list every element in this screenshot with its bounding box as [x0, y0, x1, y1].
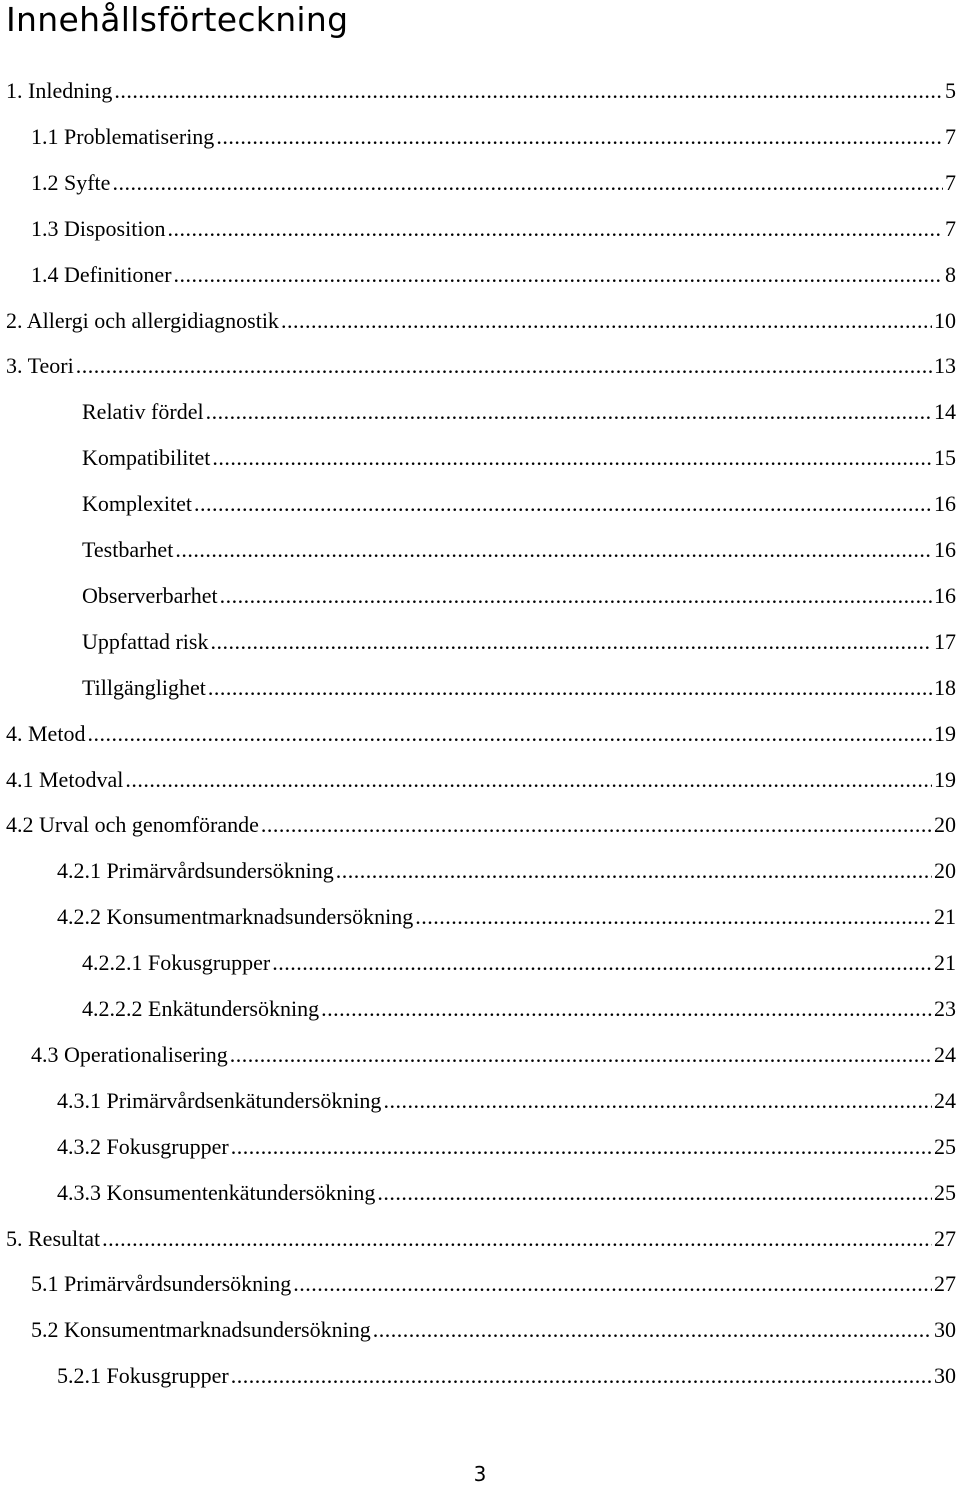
toc-entry[interactable]	[6, 306, 956, 336]
dot-leader	[261, 810, 932, 840]
toc-entry-page: 27	[934, 1225, 956, 1251]
toc-entry-label: 4.3.1 Primärvårdsenkätundersökning	[57, 1087, 382, 1113]
toc-entry-page: 19	[934, 766, 956, 792]
toc-entry-label: 1.3 Disposition	[31, 215, 166, 241]
toc-entry[interactable]	[6, 76, 956, 106]
dot-leader	[112, 168, 943, 198]
toc-entry-label: 1.4 Definitioner	[31, 261, 172, 287]
toc-entry-page: 25	[934, 1133, 956, 1159]
toc-entry-label: 3. Teori	[6, 353, 74, 379]
toc-entry-label: 5. Resultat	[6, 1225, 101, 1251]
toc-entry[interactable]	[82, 994, 956, 1024]
toc-entry[interactable]	[6, 1224, 956, 1254]
dot-leader	[87, 719, 932, 749]
dot-leader	[281, 306, 932, 336]
toc-entry-label: 5.1 Primärvårdsundersökning	[31, 1271, 292, 1297]
dot-leader	[194, 489, 932, 519]
toc-entry[interactable]	[82, 535, 956, 565]
toc-entry-label: 2. Allergi och allergidiagnostik	[6, 307, 279, 333]
toc-title: Innehållsförteckning	[6, 0, 349, 39]
dot-leader	[383, 1086, 932, 1116]
toc-entry-page: 14	[934, 399, 956, 425]
toc-entry-label: Komplexitet	[82, 491, 192, 517]
toc-entry-label: 4.3 Operationalisering	[31, 1041, 228, 1067]
toc-entry-page: 30	[934, 1363, 956, 1389]
toc-entry-label: 4.2.2.2 Enkätundersökning	[82, 996, 320, 1021]
toc-entry-page: 17	[934, 628, 956, 654]
toc-entry-label: 4.2.1 Primärvårdsundersökning	[57, 858, 334, 884]
toc-entry-label: 1.1 Problematisering	[31, 123, 215, 149]
toc-entry[interactable]	[57, 1178, 956, 1208]
toc-entry-label: 4.2.2.1 Fokusgrupper	[82, 950, 271, 976]
toc-entry-label: 4.3.2 Fokusgrupper	[57, 1133, 229, 1159]
toc-entry[interactable]	[6, 351, 956, 381]
toc-entry-label: 4.2 Urval och genomförande	[6, 812, 259, 838]
dot-leader	[231, 1132, 932, 1162]
toc-entry[interactable]	[82, 443, 956, 473]
toc-entry-page: 16	[934, 537, 956, 562]
dot-leader	[336, 856, 932, 886]
toc-entry[interactable]	[31, 122, 956, 152]
toc-entry[interactable]	[82, 627, 956, 657]
dot-leader	[175, 535, 932, 565]
toc-entry[interactable]	[57, 1361, 956, 1391]
dot-leader	[231, 1361, 932, 1391]
toc-entry[interactable]	[31, 214, 956, 244]
toc-entry-page: 16	[934, 582, 956, 608]
dot-leader	[415, 902, 932, 932]
toc-entry[interactable]	[31, 260, 956, 290]
toc-entry[interactable]	[57, 1086, 956, 1116]
toc-entry-label: 1. Inledning	[6, 78, 113, 103]
toc-entry[interactable]	[82, 397, 956, 427]
toc-entry-page: 23	[934, 996, 956, 1021]
toc-entry-page: 8	[945, 261, 956, 287]
toc-entry-page: 16	[934, 491, 956, 517]
toc-entry-label: Relativ fördel	[82, 399, 204, 425]
toc-entry-label: 4.1 Metodval	[6, 766, 124, 792]
toc-entry-page: 24	[934, 1041, 956, 1067]
dot-leader	[125, 765, 932, 795]
toc-entry[interactable]	[31, 1269, 956, 1299]
dot-leader	[373, 1315, 932, 1345]
toc-entry-page: 18	[934, 674, 956, 700]
dot-leader	[220, 581, 932, 611]
dot-leader	[210, 627, 932, 657]
toc-entry-label: Tillgänglighet	[82, 674, 206, 700]
toc-entry-label: 5.2 Konsumentmarknadsundersökning	[31, 1317, 371, 1343]
dot-leader	[102, 1224, 932, 1254]
toc-entry-label: 5.2.1 Fokusgrupper	[57, 1363, 229, 1389]
dot-leader	[206, 397, 932, 427]
toc-entry-label: Observerbarhet	[82, 582, 218, 608]
dot-leader	[321, 994, 932, 1024]
toc-entry-page: 13	[934, 353, 956, 379]
dot-leader	[76, 351, 932, 381]
dot-leader	[293, 1269, 932, 1299]
toc-entry[interactable]	[31, 168, 956, 198]
toc-entry-page: 20	[934, 858, 956, 884]
toc-entry-page: 7	[945, 123, 956, 149]
toc-entry-label: 4. Metod	[6, 720, 86, 746]
toc-entry-label: 4.3.3 Konsumentenkätundersökning	[57, 1179, 376, 1205]
toc-entry[interactable]	[82, 489, 956, 519]
toc-entry-page: 10	[934, 307, 956, 333]
toc-entry[interactable]	[31, 1040, 956, 1070]
dot-leader	[114, 76, 943, 106]
toc-entry-label: 4.2.2 Konsumentmarknadsundersökning	[57, 904, 414, 930]
toc-entry[interactable]	[82, 948, 956, 978]
toc-entry-page: 7	[945, 215, 956, 241]
toc-entry-page: 19	[934, 720, 956, 746]
toc-entry-page: 21	[934, 950, 956, 976]
toc-entry[interactable]	[6, 765, 956, 795]
toc-entry[interactable]	[31, 1315, 956, 1345]
toc-entry[interactable]	[57, 902, 956, 932]
dot-leader	[208, 673, 932, 703]
toc-entry[interactable]	[6, 810, 956, 840]
toc-entry-page: 20	[934, 812, 956, 838]
dot-leader	[216, 122, 943, 152]
toc-entry-page: 15	[934, 445, 956, 471]
toc-entry-page: 7	[945, 169, 956, 195]
dot-leader	[212, 443, 932, 473]
toc-entry[interactable]	[57, 856, 956, 886]
toc-entry-label: Kompatibilitet	[82, 445, 211, 471]
toc-entry-label: Testbarhet	[82, 537, 174, 562]
dot-leader	[230, 1040, 932, 1070]
toc-entry-page: 21	[934, 904, 956, 930]
toc-entry[interactable]	[82, 673, 956, 703]
dot-leader	[174, 260, 943, 290]
page-number: 3	[473, 1462, 487, 1486]
dot-leader	[167, 214, 943, 244]
toc-entry-page: 30	[934, 1317, 956, 1343]
dot-leader	[377, 1178, 932, 1208]
toc-entry[interactable]	[82, 581, 956, 611]
toc-entry-label: Uppfattad risk	[82, 628, 209, 654]
toc-entry[interactable]	[57, 1132, 956, 1162]
dot-leader	[272, 948, 932, 978]
toc-entry[interactable]	[6, 719, 956, 749]
toc-entry-page: 24	[934, 1087, 956, 1113]
toc-entry-page: 25	[934, 1179, 956, 1205]
toc-entry-page: 5	[945, 78, 956, 103]
toc-entry-label: 1.2 Syfte	[31, 169, 111, 195]
toc-entry-page: 27	[934, 1271, 956, 1297]
